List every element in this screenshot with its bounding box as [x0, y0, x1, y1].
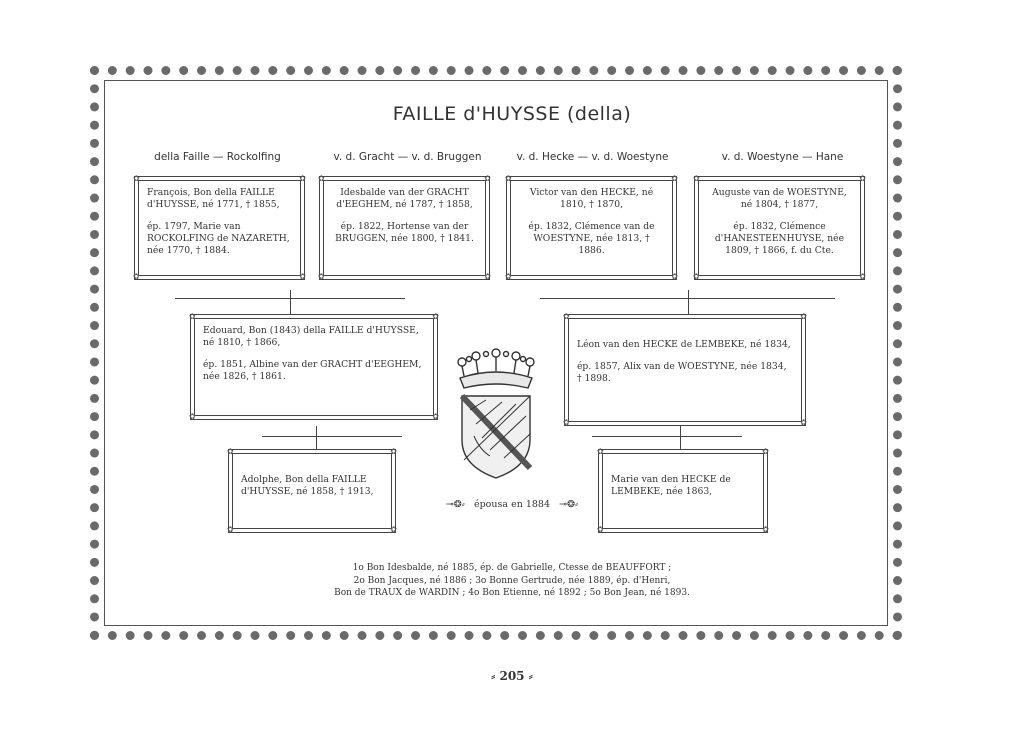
corner-ornament-icon: ✿: [390, 447, 397, 456]
corner-ornament-icon: ✿: [227, 447, 234, 456]
ancestor-line: ép. 1797, Marie van ROCKOLFING de NAZARETH, née 1770, † 1884.: [147, 221, 290, 256]
ancestor-box-4: [693, 174, 866, 281]
corner-ornament-icon: ✿: [693, 174, 700, 183]
child-box-right: [597, 447, 769, 534]
child-line: Marie van den HECKE de LEMBEKE, née 1863,: [611, 474, 731, 497]
corner-ornament-icon: ✿: [762, 447, 769, 456]
lineage-connector: [290, 290, 291, 315]
corner-ornament-icon: ✿: [299, 174, 306, 183]
parent-line: ép. 1851, Albine van der GRACHT d'EEGHEM, née 1826, † 1861.: [203, 359, 422, 382]
corner-ornament-icon: ✿: [318, 272, 325, 281]
column-heading-4: v. d. Woestyne — Hane: [721, 151, 844, 163]
corner-ornament-icon: ✿: [432, 312, 439, 321]
corner-ornament-icon: ✿: [597, 525, 604, 534]
page-number-text: 205: [499, 669, 525, 683]
note-line: 2o Bon Jacques, né 1886 ; 3o Bonne Gertrude, née 1889, ép. d'Henri,: [353, 575, 671, 586]
ancestor-line: ép. 1822, Hortense van der BRUGGEN, née 1800, † 1841.: [335, 221, 474, 244]
child-box-left: [227, 447, 397, 534]
ancestor-line: François, Bon della FAILLE d'HUYSSE, né 1771, † 1855,: [147, 187, 280, 210]
column-heading-2: v. d. Gracht — v. d. Bruggen: [333, 151, 482, 163]
parent-line: ép. 1857, Alix van de WOESTYNE, née 1834, † 1898.: [577, 361, 787, 384]
child-line: Adolphe, Bon della FAILLE d'HUYSSE, né 1858, † 1913,: [241, 474, 374, 497]
parent-box-right: [563, 312, 807, 427]
page-number: [0, 669, 1024, 684]
ancestor-line: Victor van den HECKE, né 1810, † 1870,: [529, 187, 654, 210]
corner-ornament-icon: ✿: [859, 272, 866, 281]
corner-ornament-icon: ✿: [133, 272, 140, 281]
corner-ornament-icon: ✿: [390, 525, 397, 534]
corner-ornament-icon: ✿: [299, 272, 306, 281]
corner-ornament-icon: ✿: [484, 174, 491, 183]
lineage-connector: [688, 290, 689, 315]
corner-ornament-icon: ✿: [189, 412, 196, 421]
corner-ornament-icon: ✿: [563, 312, 570, 321]
parent-box-left: [189, 312, 439, 421]
corner-ornament-icon: ✿: [800, 418, 807, 427]
parent-line: Léon van den HECKE de LEMBEKE, né 1834,: [577, 339, 791, 350]
ancestor-box-2: [318, 174, 491, 281]
ancestor-line: Idesbalde van der GRACHT d'EEGHEM, né 1787, † 1858,: [336, 187, 473, 210]
corner-ornament-icon: ✿: [133, 174, 140, 183]
corner-ornament-icon: ✿: [859, 174, 866, 183]
corner-ornament-icon: ✿: [563, 418, 570, 427]
corner-ornament-icon: ✿: [800, 312, 807, 321]
corner-ornament-icon: ✿: [227, 525, 234, 534]
note-line: Bon de TRAUX de WARDIN ; 4o Bon Etienne, né 1892 ; 5o Bon Jean, né 1893.: [334, 588, 690, 598]
marriage-caption: [0, 499, 1024, 510]
corner-ornament-icon: ✿: [505, 272, 512, 281]
coat-of-arms-icon: [450, 340, 542, 480]
corner-ornament-icon: ✿: [597, 447, 604, 456]
corner-ornament-icon: ✿: [484, 272, 491, 281]
marriage-text: épousa en 1884: [473, 499, 551, 510]
ancestor-line: ép. 1832, Clémence van de WOESTYNE, née 1813, † 1886.: [528, 221, 655, 256]
lineage-connector: [680, 426, 681, 450]
parent-line: Edouard, Bon (1843) della FAILLE d'HUYSSE, né 1810, † 1866,: [203, 325, 419, 348]
column-heading-3: v. d. Hecke — v. d. Woestyne: [516, 151, 669, 163]
ornament-right-icon: ⸗: [528, 669, 533, 683]
ornament-left-icon: ⸗: [491, 669, 496, 683]
ornament-left-icon: ⊸❂⸗: [445, 499, 465, 510]
page-title: FAILLE d'HUYSSE (della): [392, 103, 632, 125]
corner-ornament-icon: ✿: [505, 174, 512, 183]
corner-ornament-icon: ✿: [189, 312, 196, 321]
corner-ornament-icon: ✿: [762, 525, 769, 534]
lineage-connector: [316, 426, 317, 450]
corner-ornament-icon: ✿: [432, 412, 439, 421]
note-line: 1o Bon Idesbalde, né 1885, ép. de Gabrielle, Ctesse de BEAUFFORT ;: [352, 563, 672, 573]
children-notes: [310, 562, 714, 600]
ornament-right-icon: ⊸❂⸗: [559, 499, 579, 510]
lineage-connector: [262, 436, 402, 437]
ancestor-box-3: [505, 174, 678, 281]
corner-ornament-icon: ✿: [671, 174, 678, 183]
lineage-connector: [592, 436, 742, 437]
ancestor-box-1: [133, 174, 306, 281]
corner-ornament-icon: ✿: [671, 272, 678, 281]
corner-ornament-icon: ✿: [693, 272, 700, 281]
column-heading-1: della Faille — Rockolfing: [154, 151, 281, 163]
ancestor-line: Auguste van de WOESTYNE, né 1804, † 1877,: [712, 187, 847, 210]
ancestor-line: ép. 1832, Clémence d'HANESTEENHUYSE, née 1809, † 1866, f. du Cte.: [714, 221, 845, 256]
corner-ornament-icon: ✿: [318, 174, 325, 183]
